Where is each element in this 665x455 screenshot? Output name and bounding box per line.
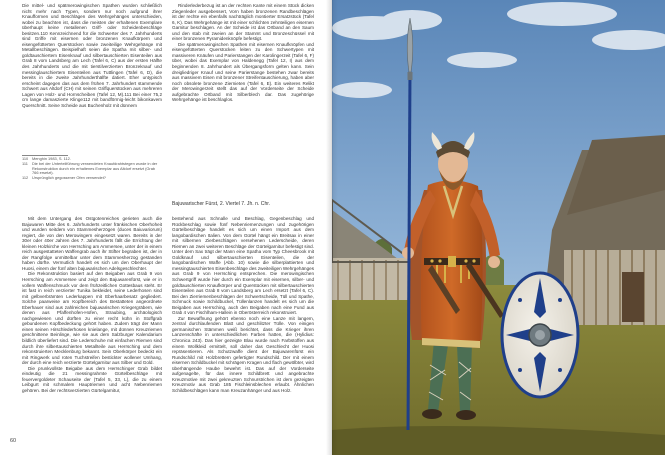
footnote-number: 112 (22, 175, 29, 181)
footnote (22, 176, 162, 181)
right-shoe (456, 410, 476, 420)
illustration-bavarian-prince (332, 0, 665, 455)
paragraph: Mit dem Untergang des Ostgotenreiches gerieten auch die Bajuwaren Mitte des 6. Jahrhunderts unter fränkischen Oberhoheit und wurden seitdem von Stammesherzögen (duces Baiuvariorum) regiert, die von den Merowingern eingesetzt waren. Bereits in der 30er oder 40er Jahren des 7. Jahrhunderts fällt die Errichtung der kleinen Holzkirche von Herrsching am Ammersee, unter der in einem reich ausgestatteten Waffengrab auch ihr Stifter begraben ist, der in der Rangfolge unmittelbar unter dem Stammesherzog gestanden haben dürfte. Vermutlich handelt es sich um den Oberhaupt der Huosi, einem der fünf alten bajuwarischen Adelsgeschlechter. (22, 216, 162, 271)
paragraph: Die prunkvollste Beigabe aus dem Herrschinger Grab bildet eindeutig die 21 messingrahmte Gürtelbeschläge mit feuervergoldeter Schauseite der (Tafel 5, 33, L), die zu einem Leibgurt mit schmalem Hauptriemen und acht Nebenriemen gehören. Bei der rechtsverzierten Gürtelgarnitur, (22, 365, 162, 393)
round-shield (502, 273, 578, 397)
right-hand (488, 256, 500, 268)
text-column-bottom-left (22, 216, 162, 394)
footnote-text: Die bei der Unterteilführung verwendeten Knaufdrahtstegen wurde in der Rekonstruktion durch ein erhaltenes Exemplar aus Altdorf ersetzt (Grab 766 ersetzt). (32, 160, 158, 176)
text-column-bottom-right (172, 216, 314, 394)
left-page (0, 0, 332, 455)
paragraph: Die Rekonstruktion basiert auf den Beigaben aus Grab 9 von Herrsching am Ammersee und zeigt den Bajuwarenfürst, wie er in vollem Waffenschmuck vor dem frühzeitlichen Gottesbaus steht. Er ist fast in reich verzierter Tunika bekleidet, seine Lederhosen sind mit gelbverbrämten Lederkappen mit Eberhaarbesatz gegliedert. Solche paarweise am Kopfbereich des Bestatteten angeordnete Eberhauer sind aus zahlreichen bajuwarischen Kriegergräbern, wie denen aus Pfaffenhofen-Hofen, Straubing, archäologisch nachgewiesen und dürften zu einer recht kühn in Stoffgrab gebundenen Kopfbedeckung gehört haben. Zudem trägt der Mann einen seinen Hirschlederhosen knielange, mit dünnen Kreuzriemen geschnittene Beinlinge, wie sie aus dem Salzburger Kalendarium bildlich überliefert sind. Die Lederschuhe mit einfachen Riemen sind durch ihre silbertauschierten Metallteile aus Herrsching und dem rekonstruierten Mecklenburg bekannt. Sein Oberkörper bedeckt ein mit Ringwerk und roten Tuchstreifen bestickter wollener Umhang, der durch eine reich verzierte Gürtelgarnitur aus Silber und Gold. (22, 271, 162, 366)
footnote-text: Ursprünglich gegossener Ofen verwendet? (32, 175, 106, 181)
paragraph: Rinderlederbezug ist an der rechten Kante mit einem Stück dicken Ziegenleder ausgebessert, Vorn haben bronzenen Randbeschlägen ist der rechte ein ebenfalls nachträglich montierter Ersatzstück (Tafel 6, K). Das Wehrgehänge ist mit einer schlichten zehnteiligen eisernen Garnitur beschlagen. An der Scheide ist das Ortband an den Saum und den stab mit zweien an der Stammt und Bronzeschüssel mit einer bronzenen Pyramidenknöpfe befestigt. (172, 3, 314, 42)
right-page (332, 0, 665, 455)
paragraph: Die mittel- und spätmerowingischen Spathen wurden schließlich nicht mehr nach Typen, sondern nur noch aufgrund ihrer Knaufformen und Beschlägen des Wehrgehänges unterschieden, wobei zu beachten ist, dass die meisten der erhaltenen Exemplare überhaupt keine metallenen Griff- oder Scheidenbeschläge besitzen.110 Kennzeichnend für die Schwerter des 7. Jahrhunderts sind Griffe mit eisernen oder bronzenen Knaufkörpern und eisengefütterten Querstücken sowie zweiteilige Wehrgehänge mit Metallbeschlägen. Beispielhaft seien die Spatha mit silber- und goldtauschiertem Eisenknauf und silbertauschierten Eisenteilen aus Grab 8 vom Landsberg am Lech (Tafel 6, C) aus der ersten Hälfte des Jahrhunderts und die mit tierstilverzierten Bronzeknauf und messinglauschiertem Eisenteilen aus Tuttlingen (Tafel 6, D), die bereits in die zweite Jahrhunderthälfte datiert. Eher untypisch erscheint dagegen das aus dem frühen 7. Jahrhundert stammende Schwert aus Altdorf (CH) mit seinen Griffquerstücken aus mehreren Lagen von Holz- und Hornscheiben (Tafel 12, M).111 Bei einer 75,2 cm lange damaszierte Klinge112 mit bandförmig-leicht bikonkavem Querschnitt. Seine Scheide aus Buchenholz mit dünnem (22, 3, 162, 108)
paragraph: Zur Bewaffnung gehört ebenso noch eine Lanze mit langem, zentral durchlaufenden Blatt und geschlitzter Tülle. Von einigen germanischen Stämmen weiß berichtet, dass die Krieger ihren Lanzenschäfte in unterschiedlichen Farben hatten, die (Hylidius: Chronica 243). Das hier gezeigte Blau wurde nach Farbstoffen aus einem Wollkleid ermittelt, soll daher das Geschlecht der Huosi repräsentieren. Als Schutzwaffe dient der Bajuwarenfürst ein Rundschild mit Holzbrettern gefertigter Rundschild. Der mit einem eisernen Schildbuckel mit schrägem Kragen und flach gewölbter, wird überhängende Haube bewehrt ist. Das auf der Vorderseite aufgenagelte, für das innere Schildbrett und angebrachte Kreuzmotive mit zwei gekreuzten Schnurstrichen ist dem gezeigten Kreuzmotiv aus Grab 185 Fischleinsblechen erlaubt. Ähnlichen Schildbeschlägen kann man Kreuzanhänger und aus Holz. (172, 315, 314, 393)
book-gutter (326, 0, 338, 455)
text-column-top-right (172, 3, 314, 103)
figure-caption: Bajuwarischer Fürst, 2. Viertel 7. Jh. n. Chr. (172, 201, 271, 207)
left-shoe (422, 409, 442, 419)
footnote-number: 110 (22, 156, 29, 161)
footnote-text: Menghin 1983, S. 112. (32, 156, 71, 161)
footnote (22, 162, 162, 176)
footnote-number: 111 (22, 160, 28, 166)
page-number: 60 (10, 438, 17, 444)
footnotes (22, 157, 162, 181)
paragraph: bestehend aus Schnalle und Beschlag, Gegenbeschlag und Rückbeschlag sowie fünf Nebenriemenzungen und zugehörigen Gürtelbeschläge handelt es sich um einen Import aus dem langobardischen Italien. Von dem Gürtel hängt ein Breitsax in einer mit silbernen Zierbeschlägen versehenen Lederscheide, deren Riemen an zwei weiteren Beschläge der Gürtelgarnitur befestigt sind. Unter dem Sax trägt der Mann eine Spatha vom Typ Cheesbrook mit Goldknauf und silbertauschierten Eisenteilen, die der langobardischen Waffe (Abb. 10) sowie die silberplattierten und messingtauschierten Eisenbeschläge des zweiteiligen Wehrgehänges aus Grab 9 von Herrsching entsprechen. Die merowingischen Schwertgriff wurde hier durch ein Exemplar mit eisernen, silber- und goldtauschierten Knaufkörper und Querstücken mit silbertauschierten Eisenteilen aus Grab 8 vom Landsberg am Lech ersetzt (Tafel 6, C). Bei den Zierriemenbeschlägen der Schwertscheide, Tüll und Spathe, Schmuck sowie Schildbuckel, Tüllenlanzen handelt es sich um die Beigaben aus Herrsching, auch den Beigaben nach eine Fund aus Grab 4 von Fischlham-Hallein in Oberösterreich rekonstruiert. (172, 216, 314, 316)
text-column-top-left (22, 3, 162, 108)
paragraph: Die spätmerowingischen Spathen mit eisernen Knaufknöpfen und eisengefütterten Querstücken leiten zu den Schwertypen mit massiveren Knäufen und Parierstangen der Karolingerzeit (Tafel 6, F) über, wobei das Exemplar von Haldenegg (Tafel 12, I) aus dem beginnenden 8. Jahrhundert als Übergangsform gelten kann. Sein dreigliedriger Knauf und seine Parierstange bestehen zwar bereits aus massivem Eisen mit bronzener Streifentauschierung, haben aber noch obsolete bronzene Ziernieten (Tafel 6, E). Ein weiteres Relikt der Merowingerzeit stellt das auf der Vorderseite der Scheide aufgebrachte Ortband mit Silberblech dar. Das zugehörige Wehrgehänge ist beschlaglos. (172, 41, 314, 103)
